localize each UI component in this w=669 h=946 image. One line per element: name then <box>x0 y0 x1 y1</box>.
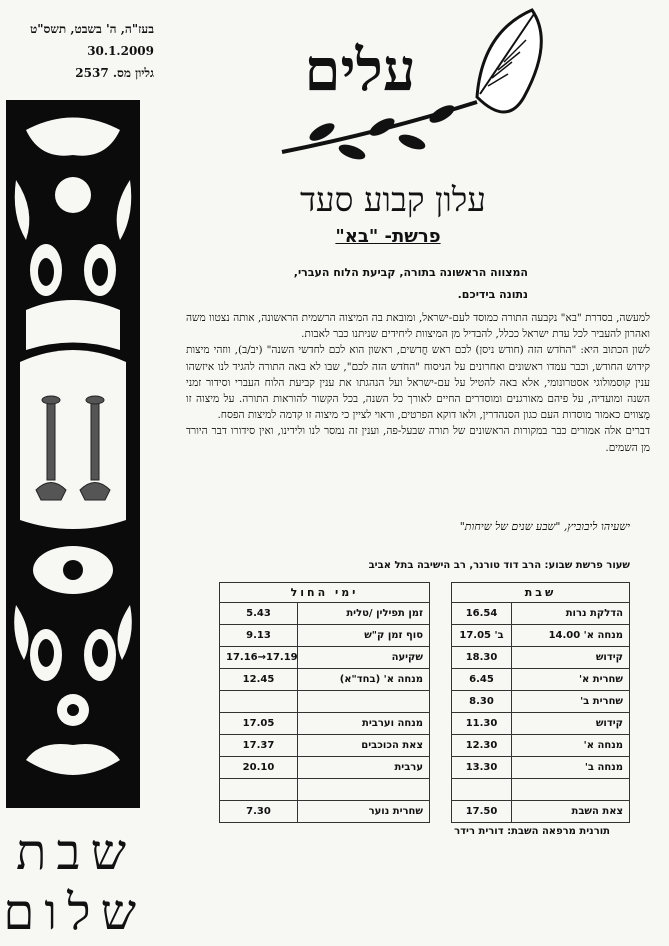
clinic-duty: תורנית מרפאה השבת: דורית רידר <box>454 826 610 837</box>
newsletter-subtitle: עלון קבוע סעד <box>300 180 486 219</box>
shabbat-header: שבת <box>452 583 630 603</box>
schedule-row <box>220 713 630 735</box>
shabbat-item-time: 18.30 <box>452 647 512 669</box>
issue-info <box>30 18 154 84</box>
weekday-item-time: 17.37 <box>220 735 298 757</box>
weekday-item-time <box>220 779 298 801</box>
weekday-item-name: זמן תפילין /טלית <box>298 603 430 625</box>
summary-line: המצווה הראשונה בתורה, קביעת הלוח העברי, <box>293 266 528 279</box>
shabbat-item-time: 11.30 <box>452 713 512 735</box>
weekday-item-time: 9.13 <box>220 625 298 647</box>
shabbat-item-name: שחרית ב' <box>512 691 630 713</box>
weekday-item-time <box>220 691 298 713</box>
weekday-item-name: מנחה וערבית <box>298 713 430 735</box>
schedule-row <box>220 735 630 757</box>
schedule-row <box>220 647 630 669</box>
shabbat-item-time: 12.30 <box>452 735 512 757</box>
article-paragraph: לשון הכתוב היא: "החֹדש הזה (חודש ניסן) לכם ראש חֳדשים, ראשון הוא לכם לחדשי השנה" (יב/ב), ווזהי מיצות קידוש החודש, וכבר עמדו ראשונים ואחרונים על הניסוח "החֹדש הזה לכם", שבו לא באה התורה להגיד לנו איזשהו ענין קוסמולוגי אסטרונומי, אלא באה להטיל על עם-ישראל ועל הנהגתו את ענין קביעת הלוח העברי וסידור זמני השנה ומועדיה, על פיהם מאורגנים ומוסדרים החיים לאורך כל השנה, בכל הקשור להוראות התורה. על מיצוה זו מֻצווים כאמור מוסדות העם כגון הסנהדרין, ולאו דוקא הפרטים, וראוי לציין כי מיצוה זו קדמה למיצות הפסח. <box>186 344 650 422</box>
shabbat-item-name: מנחה א' 14.00 <box>512 625 630 647</box>
column-gap <box>430 647 452 669</box>
weekday-item-time: 20.10 <box>220 757 298 779</box>
article-body <box>186 310 650 456</box>
column-gap <box>430 625 452 647</box>
weekday-item-time: 7.30 <box>220 801 298 823</box>
weekday-header: ימי החול <box>220 583 430 603</box>
shabbat-item-name: הדלקת נרות <box>512 603 630 625</box>
blessing-line-2: שלום <box>3 883 146 941</box>
issue-date-hebrew: בעז"ה, ה' בשבט, תשס"ט <box>30 22 154 36</box>
column-gap <box>430 713 452 735</box>
weekday-item-time: 17.05 <box>220 713 298 735</box>
schedule-row <box>220 625 630 647</box>
schedule-row <box>220 691 630 713</box>
schedule-row <box>220 779 630 801</box>
article-paragraph: דברים אלה אמורים כבר במקורות הראשונים של תורה שבעל-פה, וענין זה נמסר לנו ולידינו, ואין סידורו דבר היורד מן השמים. <box>186 425 650 454</box>
weekday-item-name: מנחה א' (בחד"א) <box>298 669 430 691</box>
column-gap <box>430 757 452 779</box>
weekday-item-name <box>298 779 430 801</box>
shabbat-item-name: צאת השבת <box>512 801 630 823</box>
weekday-item-name <box>298 691 430 713</box>
shabbat-item-time: 6.45 <box>452 669 512 691</box>
column-gap <box>430 779 452 801</box>
weekday-item-time: 5.43 <box>220 603 298 625</box>
schedule-row <box>220 757 630 779</box>
column-gap <box>430 603 452 625</box>
column-gap <box>430 735 452 757</box>
shabbat-item-name: קידוש <box>512 713 630 735</box>
parasha-title: פרשת- "בא" <box>335 226 441 247</box>
column-gap <box>430 669 452 691</box>
shabbat-item-name: מנחה ב' <box>512 757 630 779</box>
newsletter-logo-text: עלים <box>304 36 416 104</box>
weekly-lecture: שעור פרשת שבוע: הרב דוד טורנר, רב הישיבה בתל אביב <box>368 560 630 571</box>
shabbat-item-time: 17.50 <box>452 801 512 823</box>
schedule-row <box>220 669 630 691</box>
shabbat-item-time: 13.30 <box>452 757 512 779</box>
weekday-item-time: 17.16→17.19 <box>220 647 298 669</box>
shabbat-item-name: מנחה א' <box>512 735 630 757</box>
schedule-row <box>220 801 630 823</box>
schedule-row <box>220 603 630 625</box>
article-paragraph: למעשה, בסדרת "בא" נקבעה התורה כמוסד לעם-ישראל, ומובאת בה המיצוה הרשמית הראשונה, אותה נצטוו משה ואהרון להעביר לכל עדת ישראל ככלל, להבדיל מן המיצוות ליחידים שניתנו כבר לאבות. <box>186 312 650 341</box>
weekday-item-name: שקיעה <box>298 647 430 669</box>
column-gap <box>430 691 452 713</box>
article-summary <box>198 262 528 306</box>
shabbat-item-time <box>452 779 512 801</box>
shabbat-item-name: קידוש <box>512 647 630 669</box>
weekday-item-name: סוף זמן ק"ש <box>298 625 430 647</box>
weekday-item-name: צאת הכוכבים <box>298 735 430 757</box>
shabbat-item-time: 16.54 <box>452 603 512 625</box>
issue-number: גליון מס. 2537 <box>75 66 154 80</box>
blessing-line-1: שבת <box>16 823 136 881</box>
shabbat-item-time: ב' 17.05 <box>452 625 512 647</box>
shabbat-item-time: 8.30 <box>452 691 512 713</box>
shabbat-item-name <box>512 779 630 801</box>
weekday-item-time: 12.45 <box>220 669 298 691</box>
summary-line: נתונה בידיכם. <box>457 288 528 301</box>
weekday-item-name: שחרית נוער <box>298 801 430 823</box>
weekday-item-name: ערבית <box>298 757 430 779</box>
schedule-header-row <box>220 583 630 603</box>
issue-date: 30.1.2009 <box>87 44 154 58</box>
column-gap <box>430 801 452 823</box>
shabbat-shalom-blessing <box>3 822 146 942</box>
prayer-schedule-table <box>219 582 630 823</box>
papercut-ornament <box>6 100 140 808</box>
shabbat-item-name: שחרית א' <box>512 669 630 691</box>
article-source: ישעיהו ליבוביץ, "שבע שנים של שיחות" <box>459 520 630 533</box>
